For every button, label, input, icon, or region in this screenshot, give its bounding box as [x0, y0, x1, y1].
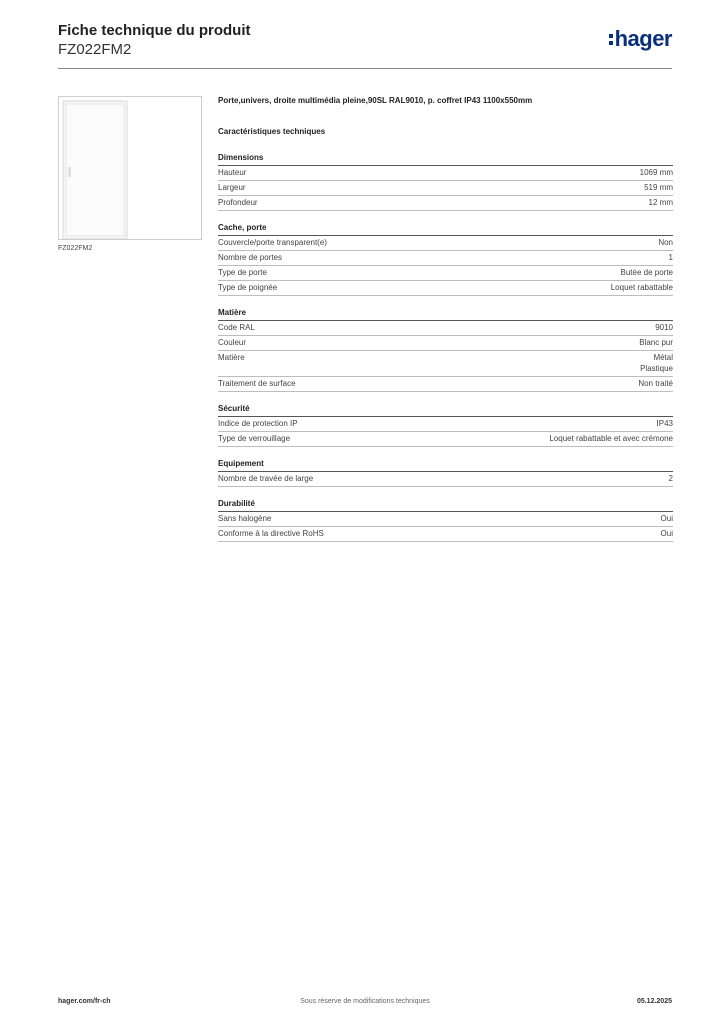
- spec-value: [638, 378, 673, 389]
- spec-value: [621, 267, 673, 278]
- section-title: Durabilité: [218, 499, 673, 512]
- section-title: Sécurité: [218, 404, 673, 417]
- spec-value: [669, 473, 673, 484]
- spec-label: Sans halogène: [218, 514, 272, 523]
- spec-row: [218, 166, 673, 181]
- spec-value-line: Loquet rabattable et avec crémone: [549, 434, 673, 443]
- spec-label: Type de verrouillage: [218, 434, 291, 443]
- spec-section: [218, 459, 673, 487]
- spec-label: Type de poignée: [218, 283, 278, 292]
- spec-label: Nombre de travée de large: [218, 474, 314, 483]
- spec-value-line: 2: [668, 474, 673, 483]
- footer-notice: Sous réserve de modifications techniques: [300, 998, 430, 1005]
- spec-section: [218, 153, 673, 211]
- spec-value: [649, 197, 673, 208]
- section-title: Matière: [218, 308, 673, 321]
- spec-section: [218, 404, 673, 447]
- spec-label: Couleur: [218, 338, 247, 347]
- spec-value-line: Non: [658, 238, 673, 247]
- spec-value-line: IP43: [656, 419, 673, 428]
- spec-value: [655, 322, 673, 333]
- spec-label: Traitement de surface: [218, 379, 296, 388]
- spec-value: [640, 352, 673, 374]
- spec-row: [218, 417, 673, 432]
- spec-value-line: Non traité: [638, 379, 673, 388]
- spec-value-line: Butée de porte: [620, 268, 673, 277]
- spec-label: Type de porte: [218, 268, 267, 277]
- spec-value: [644, 182, 673, 193]
- spec-row: [218, 336, 673, 351]
- section-title: Equipement: [218, 459, 673, 472]
- spec-value-line: 1069 mm: [639, 168, 673, 177]
- spec-value: [639, 337, 673, 348]
- spec-value-line: 12 mm: [648, 198, 673, 207]
- spec-label: Indice de protection IP: [218, 419, 298, 428]
- logo-mark-icon: [609, 34, 613, 45]
- page-header: [58, 22, 672, 68]
- spec-value-line: 1: [668, 253, 673, 262]
- door-illustration-icon: [59, 97, 201, 239]
- spec-label: Nombre de portes: [218, 253, 283, 262]
- spec-value-line: 519 mm: [644, 183, 673, 192]
- spec-row: [218, 512, 673, 527]
- spec-label: Largeur: [218, 183, 246, 192]
- footer-website: hager.com/fr-ch: [58, 998, 111, 1005]
- spec-label: Conforme à la directive RoHS: [218, 529, 324, 538]
- spec-label: Profondeur: [218, 198, 258, 207]
- spec-value-line: Plastique: [640, 364, 673, 373]
- spec-row: [218, 181, 673, 196]
- header-divider: [58, 68, 672, 69]
- spec-section: [218, 499, 673, 542]
- spec-value-line: Métal: [653, 353, 673, 362]
- spec-row: [218, 351, 673, 377]
- spec-row: [218, 281, 673, 296]
- spec-section: [218, 308, 673, 392]
- spec-value: [669, 252, 673, 263]
- document-title: Fiche technique du produit: [58, 22, 251, 39]
- spec-value: [640, 167, 673, 178]
- spec-value-line: 9010: [655, 323, 673, 332]
- footer-date: 05.12.2025: [636, 998, 672, 1005]
- spec-label: Couvercle/porte transparent(e): [218, 238, 327, 247]
- spec-value: [658, 237, 673, 248]
- spec-row: [218, 472, 673, 487]
- spec-label: Code RAL: [218, 323, 255, 332]
- spec-row: [218, 377, 673, 392]
- image-caption: FZ022FM2: [58, 245, 93, 252]
- hager-logo: [609, 26, 672, 52]
- spec-row: [218, 527, 673, 542]
- spec-row: [218, 321, 673, 336]
- product-image: [58, 96, 202, 240]
- spec-value-line: Loquet rabattable: [610, 283, 673, 292]
- spec-value: [657, 418, 673, 429]
- product-description: Porte,univers, droite multimédia pleine,90SL RAL9010, p. coffret IP43 1100x550mm: [218, 96, 533, 105]
- logo-text: hager: [614, 26, 672, 51]
- spec-value: [661, 513, 673, 524]
- technical-characteristics-heading: Caractéristiques techniques: [218, 127, 326, 136]
- spec-value: [661, 528, 673, 539]
- spec-label: Matière: [218, 353, 245, 362]
- spec-label: Hauteur: [218, 168, 247, 177]
- spec-row: [218, 196, 673, 211]
- section-title: Dimensions: [218, 153, 673, 166]
- spec-value-line: Oui: [660, 529, 673, 538]
- spec-sections: [218, 153, 673, 542]
- spec-value: [611, 282, 673, 293]
- spec-value-line: Oui: [660, 514, 673, 523]
- spec-row: [218, 251, 673, 266]
- spec-row: [218, 432, 673, 447]
- spec-row: [218, 236, 673, 251]
- product-code: FZ022FM2: [58, 41, 132, 58]
- section-title: Cache, porte: [218, 223, 673, 236]
- spec-value-line: Blanc pur: [639, 338, 673, 347]
- spec-section: [218, 223, 673, 296]
- spec-row: [218, 266, 673, 281]
- spec-content: [218, 96, 673, 542]
- spec-value: [549, 433, 673, 444]
